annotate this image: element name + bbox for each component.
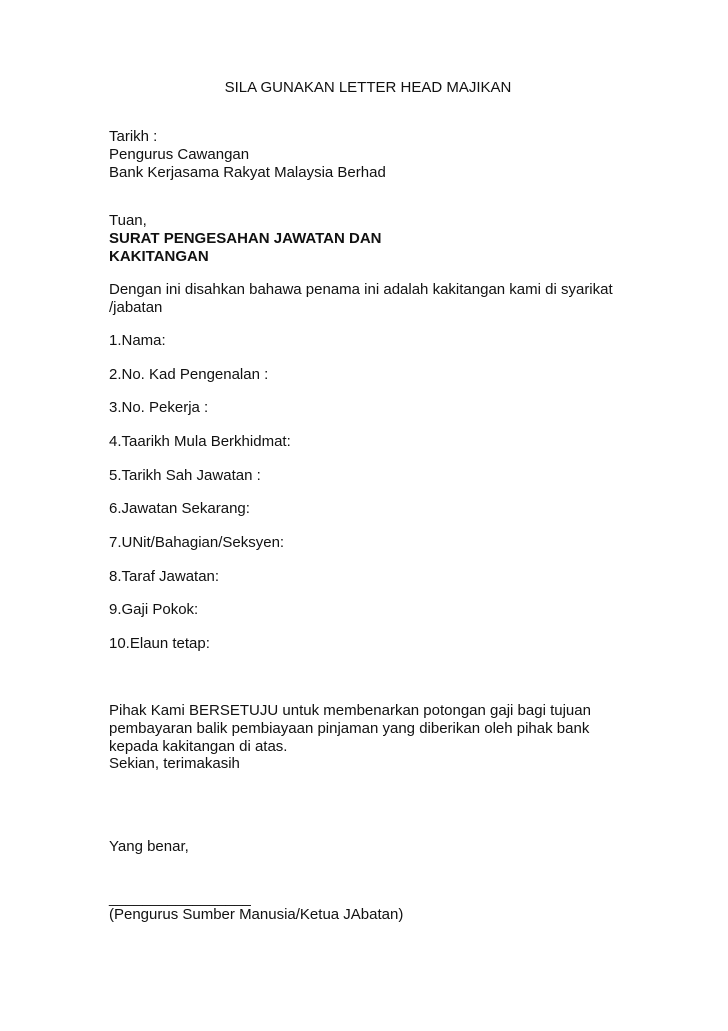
field-unit-bahagian: 7.UNit/Bahagian/Seksyen:	[109, 534, 285, 551]
agreement-line-1: Pihak Kami BERSETUJU untuk membenarkan potongan gaji bagi tujuan	[109, 702, 591, 719]
field-no-pekerja: 3.No. Pekerja :	[109, 399, 209, 416]
field-kad-pengenalan: 2.No. Kad Pengenalan :	[109, 366, 269, 383]
recipient-organisation: Bank Kerjasama Rakyat Malaysia Berhad	[109, 164, 386, 181]
field-jawatan-sekarang: 6.Jawatan Sekarang:	[109, 500, 250, 517]
intro-line-2: /jabatan	[109, 299, 163, 316]
sign-off: Yang benar,	[109, 838, 189, 855]
recipient-title: Pengurus Cawangan	[109, 146, 250, 163]
intro-line-1: Dengan ini disahkan bahawa penama ini adalah kakitangan kami di syarikat	[109, 281, 613, 298]
field-tarikh-sah: 5.Tarikh Sah Jawatan :	[109, 467, 261, 484]
closing-thanks: Sekian, terimakasih	[109, 755, 240, 772]
field-taraf-jawatan: 8.Taraf Jawatan:	[109, 568, 220, 585]
signature-line: _________________	[109, 890, 251, 907]
date-label: Tarikh :	[109, 128, 158, 145]
field-elaun-tetap: 10.Elaun tetap:	[109, 635, 210, 652]
field-tarikh-mula: 4.Taarikh Mula Berkhidmat:	[109, 433, 291, 450]
salutation: Tuan,	[109, 212, 147, 229]
signatory-title: (Pengurus Sumber Manusia/Ketua JAbatan)	[109, 906, 404, 923]
agreement-line-3: kepada kakitangan di atas.	[109, 738, 288, 755]
field-nama: 1.Nama:	[109, 332, 166, 349]
subject-line-1: SURAT PENGESAHAN JAWATAN DAN	[109, 230, 382, 247]
field-gaji-pokok: 9.Gaji Pokok:	[109, 601, 199, 618]
agreement-line-2: pembayaran balik pembiayaan pinjaman yang diberikan oleh pihak bank	[109, 720, 590, 737]
subject-line-2: KAKITANGAN	[109, 248, 209, 265]
letterhead-instruction: SILA GUNAKAN LETTER HEAD MAJIKAN	[224, 79, 512, 96]
